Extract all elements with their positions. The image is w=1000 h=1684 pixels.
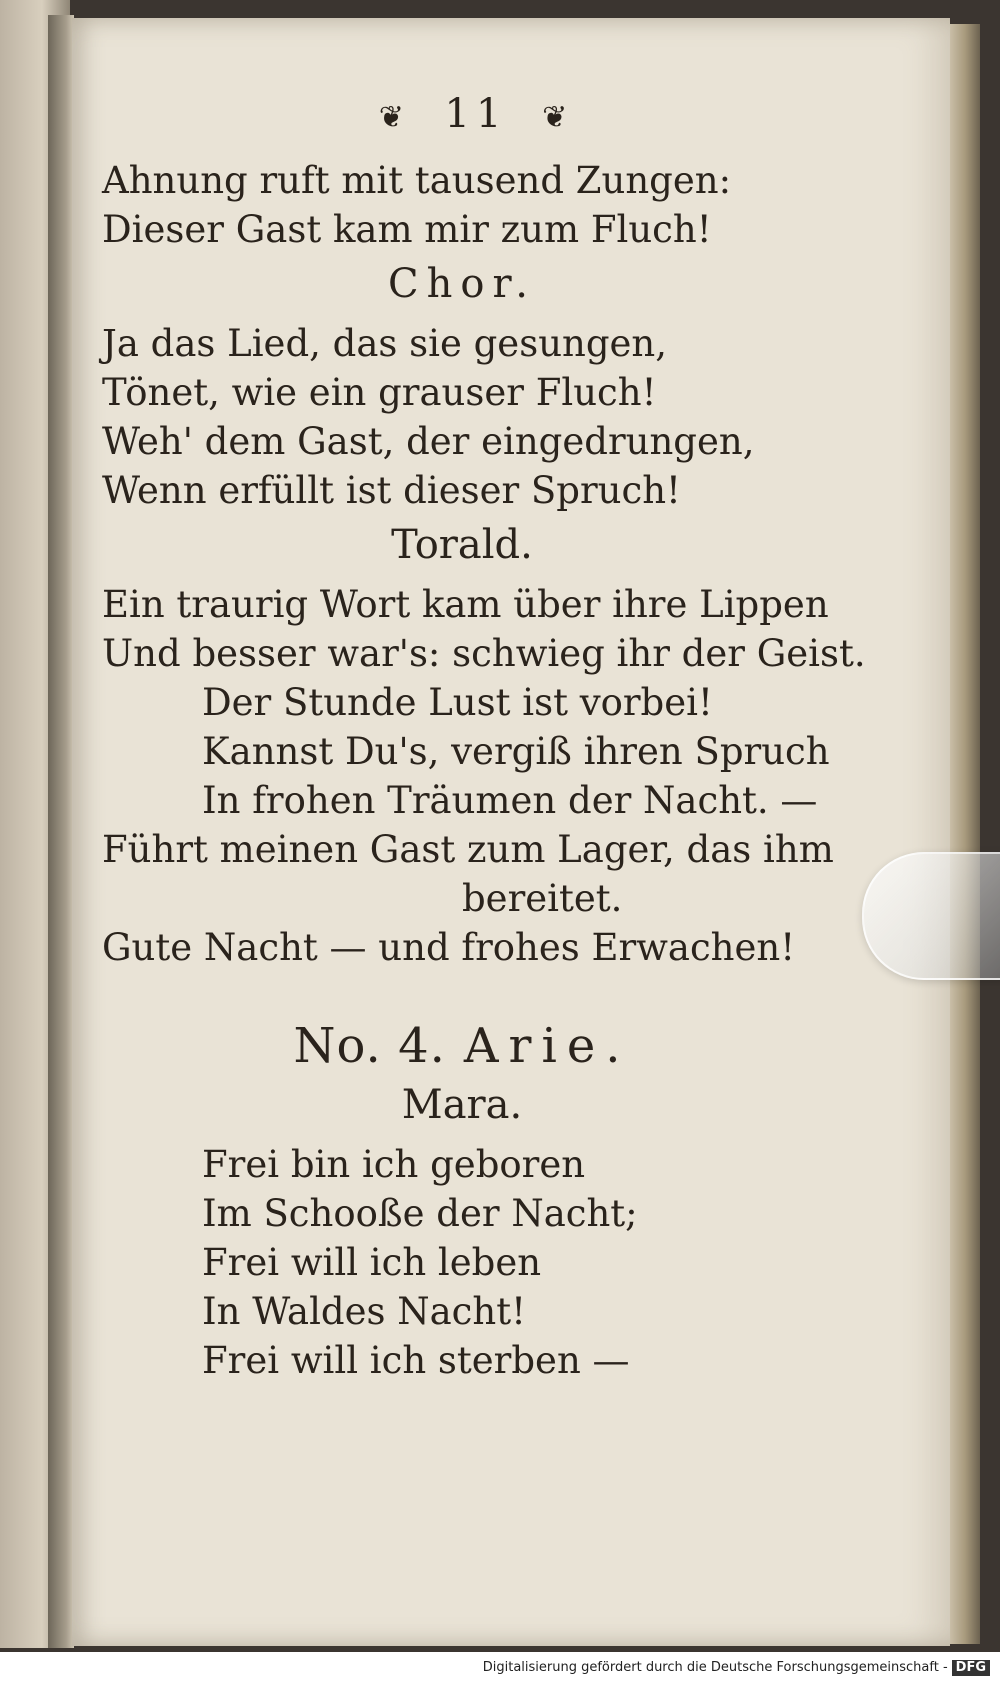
verse-line: Und besser war's: schwieg ihr der Geist. [102, 631, 866, 675]
verse-line: Ja das Lied, das sie gesungen, [102, 321, 668, 365]
right-page-edges [950, 24, 980, 1644]
section-title [102, 1017, 822, 1074]
verse-line: Weh' dem Gast, der eingedrungen, [102, 419, 755, 463]
verse-line: Führt meinen Gast zum Lager, das ihm [102, 827, 834, 871]
verse-line: Der Stunde Lust ist vorbei! [202, 680, 713, 724]
verse-line: Kannst Du's, vergiß ihren Spruch [202, 729, 830, 773]
verse-line: Gute Nacht — und frohes Erwachen! [102, 925, 796, 969]
verse-line: Frei bin ich geboren [202, 1142, 586, 1186]
verse-line: Tönet, wie ein grauser Fluch! [102, 370, 657, 414]
verse-line: Ein traurig Wort kam über ihre Lippen [102, 582, 829, 626]
page-number: 11 [444, 91, 508, 137]
verse-line: Dieser Gast kam mir zum Fluch! [102, 207, 712, 251]
verse-line: Ahnung ruft mit tausend Zungen: [102, 158, 732, 202]
speaker-chor: Chor. [388, 260, 536, 307]
speaker-torald: Torald. [391, 521, 533, 568]
verse-line: Im Schooße der Nacht; [202, 1191, 638, 1235]
footer-text: Digitalisierung gefördert durch die Deutsche Forschungsgemeinschaft - [482, 1660, 948, 1675]
page-clip [862, 852, 1000, 980]
ornament-left-icon: ❦ [378, 99, 410, 135]
verse-continuation: bereitet. [462, 876, 623, 920]
book-gutter [48, 15, 74, 1648]
verse-line: Frei will ich leben [202, 1240, 542, 1284]
dfg-logo: DFG [952, 1660, 990, 1676]
digitization-footer [0, 1652, 1000, 1684]
verse-line: In frohen Träumen der Nacht. — [202, 778, 818, 822]
verse-line: Wenn erfüllt ist dieser Spruch! [102, 468, 681, 512]
page-header [130, 90, 822, 142]
section-word: Arie. [463, 1017, 631, 1074]
page-text [102, 90, 866, 1385]
verse-line: Frei will ich sterben — [202, 1338, 630, 1382]
verse-line: In Waldes Nacht! [202, 1289, 526, 1333]
speaker-mara: Mara. [401, 1081, 523, 1128]
section-number: No. 4. [293, 1017, 446, 1074]
ornament-right-icon: ❦ [542, 99, 574, 135]
